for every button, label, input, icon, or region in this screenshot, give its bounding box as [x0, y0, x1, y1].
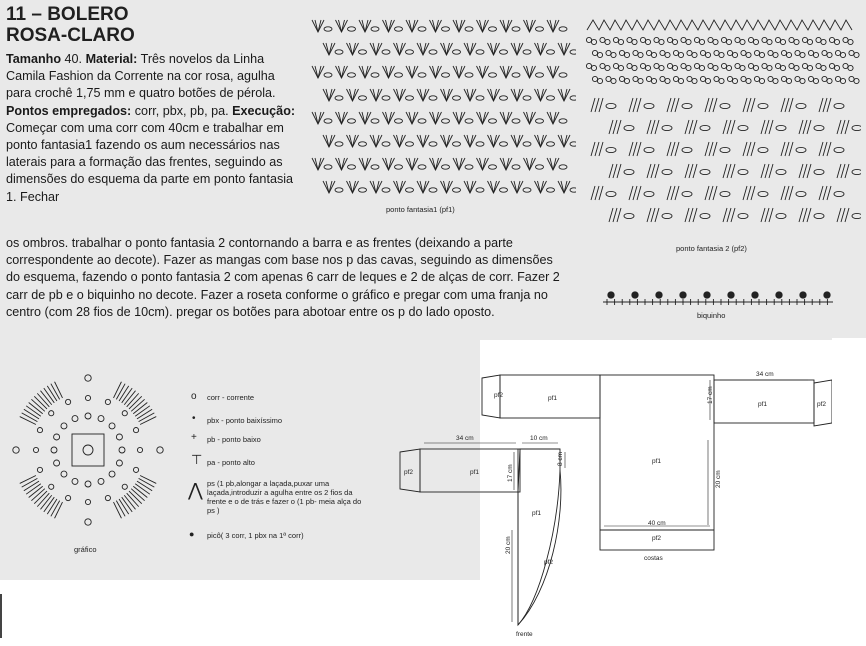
material-label: Material:: [85, 52, 138, 66]
back-armhole-label: 17 cm: [707, 386, 714, 404]
right-sleeve-pf1-label: pf1: [758, 401, 768, 408]
biquinho-chart: [603, 288, 835, 310]
grafico-caption: gráfico: [74, 545, 97, 554]
material-text: Três novelos da Linha Camila Fashion da Corrente na cor rosa, agulha para crochê 1,75 mm e quatro botões de pérola.: [6, 52, 276, 101]
blank-area-right: [832, 338, 866, 646]
neck-depth-label: 8 cm: [557, 451, 564, 466]
size-value: 40.: [61, 52, 86, 66]
right-sleeve-width-label: 34 cm: [756, 371, 774, 378]
front-armhole-label: 17 cm: [507, 464, 514, 482]
front-label: frente: [516, 631, 533, 638]
rosette-chart: [4, 366, 172, 534]
execution-label: Execução:: [232, 103, 296, 118]
legend-item-picot: picô( 3 corr, 1 pbx na 1ª corr): [207, 531, 304, 540]
front-sleeve-pf1-label: pf1: [470, 469, 480, 476]
back-width-label: 40 cm: [648, 520, 666, 527]
back-length-label: 20 cm: [715, 470, 722, 488]
chain-symbol-icon: o: [191, 391, 197, 402]
page-title: [6, 4, 135, 46]
front-length-label: 20 cm: [505, 536, 512, 554]
title-line-1: 11 – BOLERO: [6, 4, 129, 25]
legend-item-pbx: pbx - ponto baixíssimo: [207, 416, 283, 425]
legend-item-corr: corr - corrente: [207, 393, 255, 402]
slip-stitch-symbol-icon: •: [192, 413, 196, 424]
front-sleeve-pf2-label: pf2: [404, 469, 414, 476]
left-sleeve-pf1-label: pf1: [548, 395, 558, 402]
picot-symbol-icon: ●: [189, 529, 195, 539]
stitches-label: Pontos empregados:: [6, 103, 132, 118]
front-pf1-label: pf1: [532, 510, 542, 517]
pf2-caption: ponto fantasia 2 (pf2): [676, 244, 747, 253]
pf1-stitch-chart: [308, 14, 576, 204]
front-pf2-label: pf2: [544, 559, 554, 566]
left-edge-mark: [0, 594, 2, 638]
legend-item-pb: pb - ponto baixo: [207, 435, 261, 444]
title-line-2: ROSA-CLARO: [6, 25, 135, 46]
instructions-paragraph-1: [6, 51, 296, 206]
instructions-paragraph-2: os ombros. trabalhar o ponto fantasia 2 contornando a barra e as frentes (deixando a parte correspondente ao decote). Fazer as mangas com base nos p das cavas, seguindo as dimensões do esquema, fazendo o ponto fantasia 2 com apenas 6 carr de leques e 2 de alças de corr. Fazer 2 carr de pb e o biquinho no decote. Fazer a roseta conforme o gráfico e pregar com uma franja no centro (com 28 fios de 10cm). pregar os botões para abotoar entre os p do lado oposto.: [6, 236, 560, 319]
left-sleeve-pf2-label: pf2: [494, 392, 504, 399]
right-sleeve-pf2-label: pf2: [817, 401, 827, 408]
stitches-text: corr, pbx, pb, pa.: [131, 103, 233, 118]
front-sleeve-width-label: 34 cm: [456, 435, 474, 442]
back-pf1-label: pf1: [652, 458, 662, 465]
pf1-caption: ponto fantasia1 (pf1): [386, 205, 455, 214]
pf2-stitch-chart: [585, 18, 861, 238]
garment-schematic: [390, 340, 832, 646]
legend-item-pa: pa - ponto alto: [207, 458, 255, 467]
neck-width-label: 10 cm: [530, 435, 548, 442]
double-crochet-symbol-icon: ⊤: [191, 452, 203, 467]
execution-text-1: Começar com uma corr com 40cm e trabalhar em ponto fantasia1 fazendo os aum necessários nas laterais para a formação das frentes, seguindo as dimensões do esquema da parte em ponto fantasia 1. Fechar: [6, 120, 294, 204]
legend-item-ps: ps (1 pb,alongar a laçada,puxar uma laçada,introduzir a agulha entre os 2 fios da frente e o de trás e fazer o (1 pb- meia alça do ps ): [207, 479, 362, 515]
single-crochet-symbol-icon: +: [191, 432, 197, 443]
back-label: costas: [644, 555, 663, 562]
size-label: Tamanho: [6, 52, 62, 66]
puff-stitch-symbol-icon: ⋀: [188, 480, 203, 500]
back-pf2-label: pf2: [652, 535, 662, 542]
biquinho-caption: biquinho: [697, 311, 726, 320]
